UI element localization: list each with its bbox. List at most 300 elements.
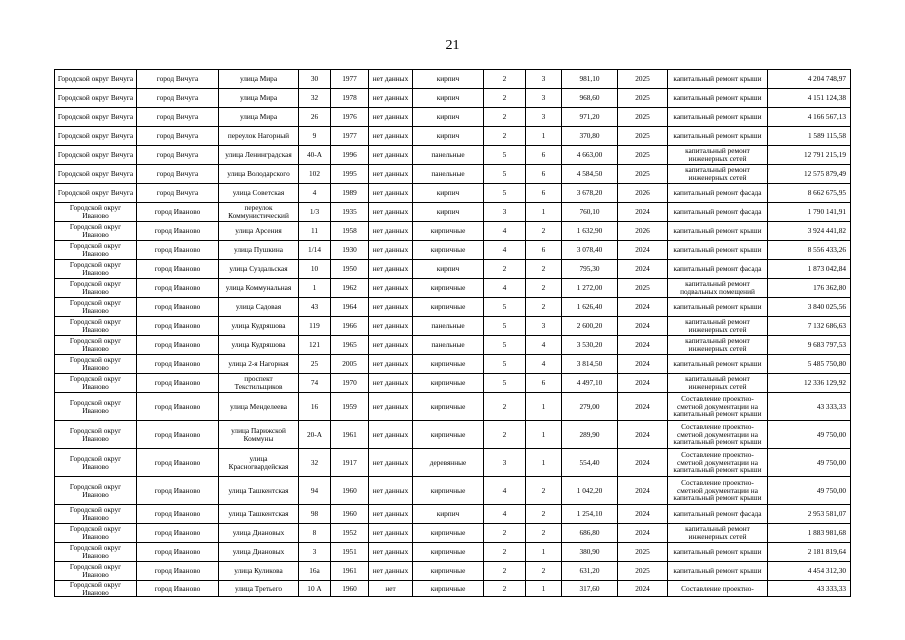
cell-floors-data: нет данных xyxy=(369,449,413,477)
cell-house: 74 xyxy=(299,374,331,393)
cell-house: 3 xyxy=(299,543,331,562)
cell-wall-material: кирпич xyxy=(413,89,484,108)
cell-street: улица Садовая xyxy=(219,298,299,317)
cell-work-type: капитальный ремонт инженерных сетей xyxy=(668,336,768,355)
cell-area: 4 584,50 xyxy=(562,165,618,184)
table-row xyxy=(55,165,851,184)
cell-cost: 43 333,33 xyxy=(768,393,851,421)
cell-entrances: 3 xyxy=(526,317,562,336)
cell-street: улица Мира xyxy=(219,89,299,108)
cell-street: переулок Нагорный xyxy=(219,127,299,146)
cell-settlement: город Иваново xyxy=(137,562,219,581)
cell-year-built: 1977 xyxy=(331,70,369,89)
cell-house: 32 xyxy=(299,449,331,477)
cell-street: улица Куликова xyxy=(219,562,299,581)
cell-area: 1 632,90 xyxy=(562,222,618,241)
cell-entrances: 1 xyxy=(526,203,562,222)
cell-work-type: капитальный ремонт фасада xyxy=(668,184,768,203)
cell-municipality: Городской округ Вичуга xyxy=(55,165,137,184)
cell-floors-data: нет данных xyxy=(369,505,413,524)
cell-entrances: 1 xyxy=(526,421,562,449)
table-row xyxy=(55,70,851,89)
cell-settlement: город Вичуга xyxy=(137,184,219,203)
cell-year-built: 1958 xyxy=(331,222,369,241)
cell-floors-data: нет данных xyxy=(369,355,413,374)
cell-municipality: Городской округ Иваново xyxy=(55,581,137,597)
cell-wall-material: кирпич xyxy=(413,505,484,524)
cell-house: 25 xyxy=(299,355,331,374)
cell-street: улица Мира xyxy=(219,70,299,89)
cell-house: 43 xyxy=(299,298,331,317)
cell-municipality: Городской округ Иваново xyxy=(55,298,137,317)
cell-wall-material: кирпичные xyxy=(413,581,484,597)
cell-municipality: Городской округ Вичуга xyxy=(55,146,137,165)
cell-entrances: 1 xyxy=(526,581,562,597)
cell-work-type: капитальный ремонт инженерных сетей xyxy=(668,146,768,165)
cell-area: 1 042,20 xyxy=(562,477,618,505)
cell-floors: 2 xyxy=(484,108,526,127)
cell-year-built: 1970 xyxy=(331,374,369,393)
cell-year-built: 1917 xyxy=(331,449,369,477)
cell-entrances: 2 xyxy=(526,222,562,241)
cell-work-type: капитальный ремонт крыши xyxy=(668,70,768,89)
cell-entrances: 6 xyxy=(526,184,562,203)
cell-settlement: город Иваново xyxy=(137,374,219,393)
cell-wall-material: деревянные xyxy=(413,449,484,477)
table-row xyxy=(55,524,851,543)
cell-year-built: 1977 xyxy=(331,127,369,146)
cell-entrances: 4 xyxy=(526,355,562,374)
cell-repair-year: 2025 xyxy=(618,562,668,581)
cell-settlement: город Иваново xyxy=(137,449,219,477)
cell-house: 121 xyxy=(299,336,331,355)
cell-cost: 12 336 129,92 xyxy=(768,374,851,393)
cell-entrances: 1 xyxy=(526,543,562,562)
cell-street: улица Менделеева xyxy=(219,393,299,421)
cell-area: 380,90 xyxy=(562,543,618,562)
cell-house: 10 xyxy=(299,260,331,279)
table-row xyxy=(55,127,851,146)
table-row xyxy=(55,477,851,505)
cell-settlement: город Иваново xyxy=(137,336,219,355)
cell-work-type: Составление проектно-сметной документации на капитальный ремонт крыши xyxy=(668,421,768,449)
cell-year-built: 1960 xyxy=(331,505,369,524)
cell-house: 8 xyxy=(299,524,331,543)
table-row xyxy=(55,505,851,524)
cell-year-built: 1960 xyxy=(331,581,369,597)
cell-floors: 5 xyxy=(484,146,526,165)
cell-repair-year: 2025 xyxy=(618,165,668,184)
cell-house: 16а xyxy=(299,562,331,581)
cell-municipality: Городской округ Иваново xyxy=(55,241,137,260)
cell-wall-material: кирпич xyxy=(413,203,484,222)
cell-floors-data: нет данных xyxy=(369,203,413,222)
cell-street: улица Коммунальная xyxy=(219,279,299,298)
cell-repair-year: 2024 xyxy=(618,393,668,421)
cell-work-type: капитальный ремонт инженерных сетей xyxy=(668,317,768,336)
cell-street: улица Ташкентская xyxy=(219,477,299,505)
cell-municipality: Городской округ Иваново xyxy=(55,374,137,393)
cell-street: улица Пушкина xyxy=(219,241,299,260)
cell-cost: 12 575 879,49 xyxy=(768,165,851,184)
cell-settlement: город Иваново xyxy=(137,260,219,279)
cell-street: улица Суздальская xyxy=(219,260,299,279)
cell-entrances: 4 xyxy=(526,336,562,355)
cell-area: 760,10 xyxy=(562,203,618,222)
cell-year-built: 1976 xyxy=(331,108,369,127)
cell-settlement: город Иваново xyxy=(137,279,219,298)
cell-floors-data: нет данных xyxy=(369,70,413,89)
cell-street: улица Диановых xyxy=(219,524,299,543)
table-row xyxy=(55,203,851,222)
cell-floors-data: нет данных xyxy=(369,421,413,449)
cell-work-type: Составление проектно-сметной документации на капитальный ремонт крыши xyxy=(668,393,768,421)
cell-repair-year: 2026 xyxy=(618,184,668,203)
cell-settlement: город Вичуга xyxy=(137,146,219,165)
cell-repair-year: 2024 xyxy=(618,336,668,355)
cell-work-type: Составление проектно- xyxy=(668,581,768,597)
table-body xyxy=(55,70,851,597)
table-row xyxy=(55,355,851,374)
cell-street: улица Красногвардейская xyxy=(219,449,299,477)
cell-settlement: город Иваново xyxy=(137,393,219,421)
cell-work-type: капитальный ремонт крыши xyxy=(668,89,768,108)
cell-floors: 4 xyxy=(484,241,526,260)
cell-street: улица Кудряшова xyxy=(219,336,299,355)
cell-cost: 3 840 025,56 xyxy=(768,298,851,317)
cell-area: 981,10 xyxy=(562,70,618,89)
cell-floors: 2 xyxy=(484,543,526,562)
cell-work-type: капитальный ремонт крыши xyxy=(668,241,768,260)
cell-house: 1 xyxy=(299,279,331,298)
cell-wall-material: кирпичные xyxy=(413,543,484,562)
cell-cost: 2 953 581,07 xyxy=(768,505,851,524)
cell-wall-material: кирпич xyxy=(413,108,484,127)
cell-floors-data: нет данных xyxy=(369,317,413,336)
cell-floors-data: нет xyxy=(369,581,413,597)
cell-entrances: 2 xyxy=(526,477,562,505)
cell-repair-year: 2025 xyxy=(618,543,668,562)
cell-house: 94 xyxy=(299,477,331,505)
cell-cost: 176 362,80 xyxy=(768,279,851,298)
cell-floors-data: нет данных xyxy=(369,184,413,203)
cell-floors: 2 xyxy=(484,260,526,279)
cell-area: 1 272,00 xyxy=(562,279,618,298)
cell-wall-material: кирпичные xyxy=(413,222,484,241)
cell-municipality: Городской округ Вичуга xyxy=(55,89,137,108)
cell-wall-material: кирпичные xyxy=(413,298,484,317)
cell-municipality: Городской округ Иваново xyxy=(55,222,137,241)
page-number: 21 xyxy=(445,38,460,53)
cell-floors: 4 xyxy=(484,505,526,524)
table-row xyxy=(55,393,851,421)
cell-house: 98 xyxy=(299,505,331,524)
table-row xyxy=(55,317,851,336)
cell-municipality: Городской округ Вичуга xyxy=(55,184,137,203)
cell-area: 289,90 xyxy=(562,421,618,449)
cell-work-type: капитальный ремонт крыши xyxy=(668,298,768,317)
table-row xyxy=(55,581,851,597)
cell-repair-year: 2025 xyxy=(618,279,668,298)
cell-floors-data: нет данных xyxy=(369,127,413,146)
cell-settlement: город Вичуга xyxy=(137,89,219,108)
table-row xyxy=(55,562,851,581)
cell-cost: 49 750,00 xyxy=(768,421,851,449)
cell-area: 631,20 xyxy=(562,562,618,581)
cell-area: 2 600,20 xyxy=(562,317,618,336)
cell-entrances: 2 xyxy=(526,260,562,279)
cell-street: улица Диановых xyxy=(219,543,299,562)
cell-wall-material: панельные xyxy=(413,336,484,355)
cell-entrances: 2 xyxy=(526,298,562,317)
cell-settlement: город Вичуга xyxy=(137,108,219,127)
cell-floors-data: нет данных xyxy=(369,543,413,562)
housing-repair-table xyxy=(54,69,851,597)
cell-settlement: город Иваново xyxy=(137,524,219,543)
table-row xyxy=(55,260,851,279)
cell-municipality: Городской округ Иваново xyxy=(55,336,137,355)
cell-street: улица Арсения xyxy=(219,222,299,241)
cell-area: 1 626,40 xyxy=(562,298,618,317)
cell-cost: 49 750,00 xyxy=(768,449,851,477)
cell-wall-material: кирпич xyxy=(413,70,484,89)
cell-house: 9 xyxy=(299,127,331,146)
cell-work-type: капитальный ремонт фасада xyxy=(668,203,768,222)
cell-repair-year: 2024 xyxy=(618,524,668,543)
cell-settlement: город Вичуга xyxy=(137,165,219,184)
cell-repair-year: 2024 xyxy=(618,581,668,597)
cell-entrances: 1 xyxy=(526,127,562,146)
cell-floors: 5 xyxy=(484,184,526,203)
cell-floors-data: нет данных xyxy=(369,336,413,355)
cell-floors-data: нет данных xyxy=(369,279,413,298)
cell-floors: 5 xyxy=(484,317,526,336)
cell-wall-material: кирпичные xyxy=(413,421,484,449)
cell-house: 30 xyxy=(299,70,331,89)
cell-year-built: 1961 xyxy=(331,562,369,581)
cell-cost: 9 683 797,53 xyxy=(768,336,851,355)
cell-repair-year: 2024 xyxy=(618,477,668,505)
cell-floors: 5 xyxy=(484,374,526,393)
cell-year-built: 1995 xyxy=(331,165,369,184)
cell-municipality: Городской округ Иваново xyxy=(55,317,137,336)
cell-cost: 4 151 124,38 xyxy=(768,89,851,108)
cell-settlement: город Вичуга xyxy=(137,70,219,89)
cell-floors: 4 xyxy=(484,279,526,298)
cell-house: 20-А xyxy=(299,421,331,449)
cell-wall-material: кирпич xyxy=(413,260,484,279)
cell-entrances: 1 xyxy=(526,393,562,421)
cell-cost: 1 790 141,91 xyxy=(768,203,851,222)
cell-cost: 4 166 567,13 xyxy=(768,108,851,127)
cell-settlement: город Вичуга xyxy=(137,127,219,146)
cell-repair-year: 2024 xyxy=(618,374,668,393)
cell-wall-material: кирпичные xyxy=(413,241,484,260)
cell-municipality: Городской округ Вичуга xyxy=(55,70,137,89)
table-row xyxy=(55,336,851,355)
cell-municipality: Городской округ Вичуга xyxy=(55,108,137,127)
cell-area: 3 530,20 xyxy=(562,336,618,355)
cell-repair-year: 2025 xyxy=(618,70,668,89)
cell-settlement: город Иваново xyxy=(137,543,219,562)
cell-year-built: 1930 xyxy=(331,241,369,260)
table-row xyxy=(55,421,851,449)
cell-municipality: Городской округ Иваново xyxy=(55,505,137,524)
cell-work-type: капитальный ремонт крыши xyxy=(668,355,768,374)
cell-street: проспект Текстильщиков xyxy=(219,374,299,393)
cell-area: 971,20 xyxy=(562,108,618,127)
cell-cost: 2 181 819,64 xyxy=(768,543,851,562)
cell-house: 119 xyxy=(299,317,331,336)
cell-wall-material: кирпичные xyxy=(413,524,484,543)
cell-wall-material: кирпичные xyxy=(413,562,484,581)
table-row xyxy=(55,241,851,260)
cell-cost: 1 589 115,58 xyxy=(768,127,851,146)
cell-cost: 3 924 441,82 xyxy=(768,222,851,241)
cell-area: 317,60 xyxy=(562,581,618,597)
cell-year-built: 1989 xyxy=(331,184,369,203)
cell-year-built: 1951 xyxy=(331,543,369,562)
table-row xyxy=(55,374,851,393)
cell-wall-material: кирпич xyxy=(413,127,484,146)
cell-floors: 5 xyxy=(484,298,526,317)
cell-area: 3 678,20 xyxy=(562,184,618,203)
cell-work-type: капитальный ремонт фасада xyxy=(668,260,768,279)
cell-wall-material: кирпичные xyxy=(413,374,484,393)
cell-settlement: город Иваново xyxy=(137,421,219,449)
cell-entrances: 3 xyxy=(526,108,562,127)
cell-area: 968,60 xyxy=(562,89,618,108)
cell-area: 1 254,10 xyxy=(562,505,618,524)
cell-year-built: 1964 xyxy=(331,298,369,317)
cell-year-built: 1965 xyxy=(331,336,369,355)
cell-floors-data: нет данных xyxy=(369,108,413,127)
cell-floors: 2 xyxy=(484,393,526,421)
cell-year-built: 1996 xyxy=(331,146,369,165)
cell-settlement: город Иваново xyxy=(137,317,219,336)
cell-floors: 3 xyxy=(484,203,526,222)
cell-entrances: 6 xyxy=(526,241,562,260)
cell-settlement: город Иваново xyxy=(137,355,219,374)
cell-work-type: капитальный ремонт крыши xyxy=(668,562,768,581)
cell-settlement: город Иваново xyxy=(137,298,219,317)
cell-floors: 3 xyxy=(484,449,526,477)
cell-entrances: 2 xyxy=(526,524,562,543)
cell-wall-material: кирпичные xyxy=(413,355,484,374)
cell-street: переулок Коммунистический xyxy=(219,203,299,222)
cell-street: улица Ленинградская xyxy=(219,146,299,165)
cell-work-type: капитальный ремонт инженерных сетей xyxy=(668,165,768,184)
cell-year-built: 1935 xyxy=(331,203,369,222)
cell-entrances: 3 xyxy=(526,70,562,89)
cell-cost: 4 204 748,97 xyxy=(768,70,851,89)
cell-year-built: 1962 xyxy=(331,279,369,298)
cell-street: улица Кудряшова xyxy=(219,317,299,336)
cell-cost: 1 873 042,84 xyxy=(768,260,851,279)
cell-cost: 4 454 312,30 xyxy=(768,562,851,581)
cell-entrances: 6 xyxy=(526,146,562,165)
cell-floors-data: нет данных xyxy=(369,222,413,241)
cell-cost: 12 791 215,19 xyxy=(768,146,851,165)
table-row xyxy=(55,298,851,317)
cell-municipality: Городской округ Иваново xyxy=(55,279,137,298)
cell-area: 3 078,40 xyxy=(562,241,618,260)
cell-floors-data: нет данных xyxy=(369,165,413,184)
cell-work-type: Составление проектно-сметной документации на капитальный ремонт крыши xyxy=(668,449,768,477)
cell-work-type: Составление проектно-сметной документации на капитальный ремонт крыши xyxy=(668,477,768,505)
cell-house: 32 xyxy=(299,89,331,108)
table-row xyxy=(55,449,851,477)
cell-work-type: капитальный ремонт инженерных сетей xyxy=(668,374,768,393)
cell-entrances: 2 xyxy=(526,279,562,298)
cell-floors: 2 xyxy=(484,421,526,449)
cell-cost: 8 662 675,95 xyxy=(768,184,851,203)
cell-work-type: капитальный ремонт фасада xyxy=(668,505,768,524)
cell-floors: 2 xyxy=(484,562,526,581)
cell-house: 10 А xyxy=(299,581,331,597)
cell-settlement: город Иваново xyxy=(137,203,219,222)
cell-floors-data: нет данных xyxy=(369,562,413,581)
cell-settlement: город Иваново xyxy=(137,241,219,260)
cell-year-built: 1978 xyxy=(331,89,369,108)
cell-area: 4 663,00 xyxy=(562,146,618,165)
cell-municipality: Городской округ Иваново xyxy=(55,543,137,562)
cell-entrances: 3 xyxy=(526,89,562,108)
cell-entrances: 2 xyxy=(526,505,562,524)
cell-house: 26 xyxy=(299,108,331,127)
table-row xyxy=(55,108,851,127)
cell-wall-material: кирпичные xyxy=(413,393,484,421)
cell-floors-data: нет данных xyxy=(369,241,413,260)
cell-repair-year: 2024 xyxy=(618,298,668,317)
cell-repair-year: 2025 xyxy=(618,146,668,165)
cell-wall-material: кирпичные xyxy=(413,477,484,505)
cell-municipality: Городской округ Иваново xyxy=(55,203,137,222)
cell-repair-year: 2025 xyxy=(618,89,668,108)
cell-area: 686,80 xyxy=(562,524,618,543)
cell-settlement: город Иваново xyxy=(137,222,219,241)
cell-floors: 2 xyxy=(484,89,526,108)
cell-street: улица Третьего xyxy=(219,581,299,597)
cell-wall-material: кирпичные xyxy=(413,279,484,298)
cell-repair-year: 2024 xyxy=(618,260,668,279)
cell-repair-year: 2026 xyxy=(618,222,668,241)
cell-area: 370,80 xyxy=(562,127,618,146)
cell-municipality: Городской округ Иваново xyxy=(55,260,137,279)
cell-work-type: капитальный ремонт крыши xyxy=(668,108,768,127)
cell-settlement: город Иваново xyxy=(137,477,219,505)
cell-area: 554,40 xyxy=(562,449,618,477)
cell-cost: 5 485 750,80 xyxy=(768,355,851,374)
cell-repair-year: 2024 xyxy=(618,355,668,374)
cell-floors-data: нет данных xyxy=(369,146,413,165)
cell-municipality: Городской округ Иваново xyxy=(55,355,137,374)
cell-floors-data: нет данных xyxy=(369,524,413,543)
cell-year-built: 1952 xyxy=(331,524,369,543)
cell-repair-year: 2024 xyxy=(618,317,668,336)
cell-house: 16 xyxy=(299,393,331,421)
cell-municipality: Городской округ Иваново xyxy=(55,421,137,449)
cell-repair-year: 2024 xyxy=(618,241,668,260)
cell-municipality: Городской округ Вичуга xyxy=(55,127,137,146)
cell-wall-material: кирпич xyxy=(413,184,484,203)
cell-year-built: 2005 xyxy=(331,355,369,374)
cell-street: улица Парижской Коммуны xyxy=(219,421,299,449)
cell-work-type: капитальный ремонт подвальных помещений xyxy=(668,279,768,298)
table-row xyxy=(55,89,851,108)
cell-municipality: Городской округ Иваново xyxy=(55,393,137,421)
cell-house: 11 xyxy=(299,222,331,241)
